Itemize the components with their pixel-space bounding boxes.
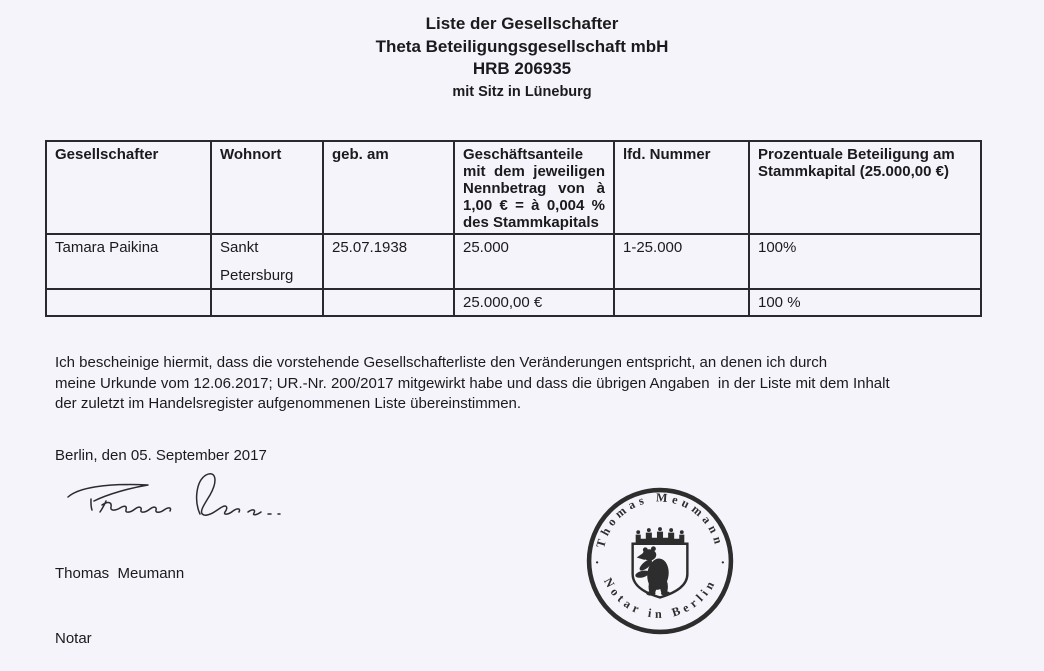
seal-top-text: Thomas Meumann xyxy=(593,490,727,550)
certification-line: der zuletzt im Handelsregister aufgenommenen Liste übereinstimmen. xyxy=(55,395,522,413)
table-header-row xyxy=(46,141,981,234)
header-gesellschafter: Gesellschafter xyxy=(46,141,211,234)
seal-separator-right: · xyxy=(720,555,726,572)
certification-line: Ich bescheinige hiermit, dass die vorstehende Gesellschafterliste den Veränderungen entspricht, an denen ich durch xyxy=(55,354,828,371)
cell-geb-am: 25.07.1938 xyxy=(323,234,454,289)
header-geschaeftsanteile-line: des Stammkapitals xyxy=(463,214,599,231)
header-beteiligung xyxy=(749,141,981,234)
header-geschaeftsanteile-line: mit dem jeweiligen xyxy=(463,163,605,180)
title-line-4-seat: mit Sitz in Lüneburg xyxy=(452,83,592,100)
seal-crown xyxy=(636,532,685,543)
title-line-3-hrb-number: HRB 206935 xyxy=(472,59,572,78)
title-line-1: Liste der Gesellschafter xyxy=(425,14,619,33)
document-title-block xyxy=(0,13,1044,102)
header-wohnort: Wohnort xyxy=(211,141,323,234)
header-geschaeftsanteile-line: Nennbetrag von à xyxy=(463,180,605,197)
cell-sum-beteiligung: 100 % xyxy=(749,289,981,316)
header-geschaeftsanteile-line: Geschäftsanteile xyxy=(463,146,584,163)
header-geschaeftsanteile xyxy=(454,141,614,234)
cell-empty xyxy=(46,289,211,316)
handwritten-signature xyxy=(60,471,295,527)
table-sum-row xyxy=(46,289,981,316)
header-beteiligung-line: Stammkapital (25.000,00 €) xyxy=(758,163,949,180)
place-and-date: Berlin, den 05. September 2017 xyxy=(55,447,267,464)
header-beteiligung-line: Prozentuale Beteiligung am xyxy=(758,146,955,163)
seal-separator-left: · xyxy=(594,555,600,572)
header-geb-am: geb. am xyxy=(323,141,454,234)
notary-seal xyxy=(584,485,736,637)
certification-paragraph xyxy=(55,353,890,415)
cell-empty xyxy=(614,289,749,316)
berlin-bear-coat-of-arms-icon xyxy=(633,527,688,597)
seal-bottom-text: Notar in Berlin xyxy=(600,575,719,621)
cell-wohnort-line: Petersburg xyxy=(220,267,294,284)
cell-empty xyxy=(323,289,454,316)
cell-beteiligung: 100% xyxy=(749,234,981,289)
cell-geschaeftsanteile: 25.000 xyxy=(454,234,614,289)
signatory-name: Thomas Meumann xyxy=(55,565,185,582)
cell-gesellschafter: Tamara Paikina xyxy=(46,234,211,289)
cell-sum-geschaeftsanteile: 25.000,00 € xyxy=(454,289,614,316)
signature-scrawl xyxy=(68,474,280,515)
cell-lfd-nummer: 1-25.000 xyxy=(614,234,749,289)
table-row-shareholder xyxy=(46,234,981,289)
cell-empty xyxy=(211,289,323,316)
header-geschaeftsanteile-line: 1,00 € = à 0,004 % xyxy=(463,197,605,214)
certification-line: meine Urkunde vom 12.06.2017; UR.-Nr. 200/2017 mitgewirkt habe und dass die übrigen Angaben in der Liste mit dem Inhalt xyxy=(55,374,890,392)
cell-wohnort-line: Sankt xyxy=(220,239,259,256)
header-lfd-nummer: lfd. Nummer xyxy=(614,141,749,234)
title-line-2: Theta Beteiligungsgesellschaft mbH xyxy=(375,36,669,56)
signatory-block xyxy=(55,520,184,671)
shareholder-table xyxy=(45,140,982,317)
cell-wohnort xyxy=(211,234,323,289)
signatory-role: Notar xyxy=(55,629,92,647)
